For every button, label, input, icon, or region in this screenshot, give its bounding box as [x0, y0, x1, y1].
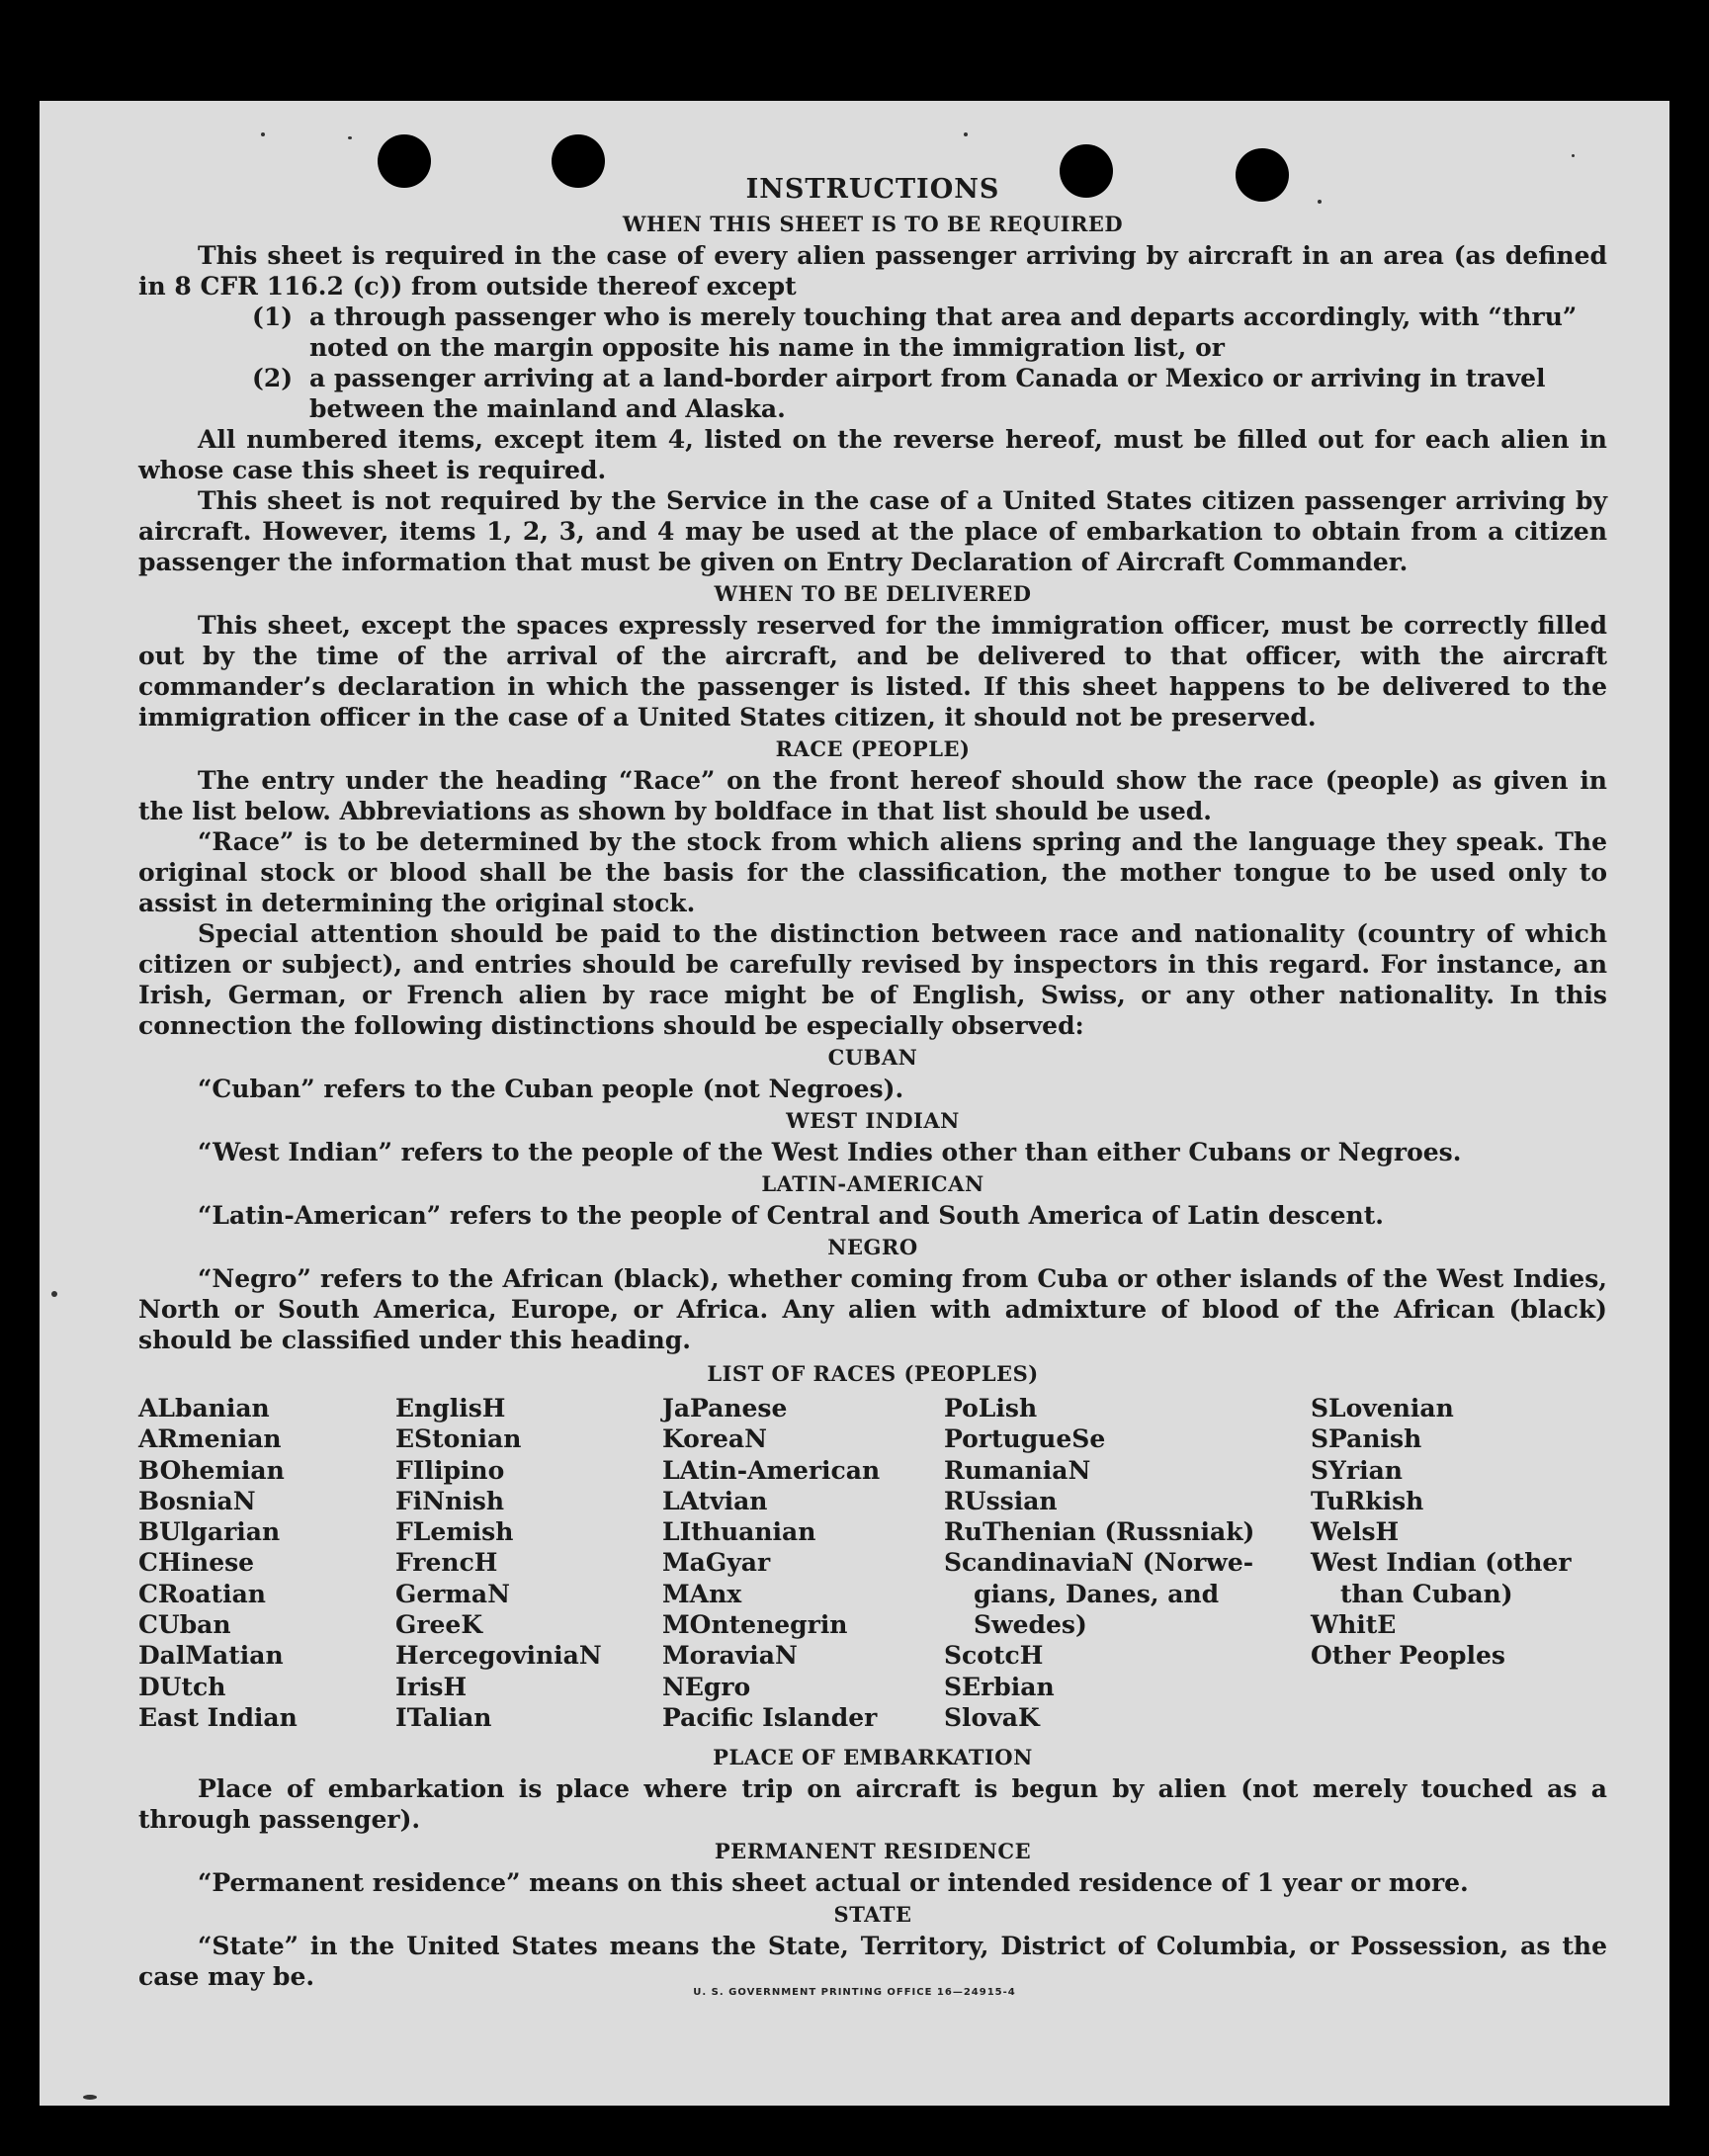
paragraph: Place of embarkation is place where trip on aircraft is begun by alien (not merely touched as a through passenger).	[138, 1774, 1607, 1834]
section-heading-embarkation: PLACE OF EMBARKATION	[713, 1745, 1033, 1769]
list-text: a passenger arriving at a land-border airport from Canada or Mexico or arriving in travel between the mainland and Alaska.	[309, 364, 1546, 423]
race-item: FrencH	[395, 1548, 498, 1578]
paragraph: Special attention should be paid to the distinction between race and nationality (country of which citizen or subject), and entries should be carefully revised by inspectors in this regard. For instance, an Irish, German, or French alien by race might be of English, Swiss, or any other nationality. In this connection the following distinctions should be especially observed:	[138, 919, 1607, 1040]
race-item: LIthuanian	[662, 1517, 816, 1547]
race-item: SLovenian	[1311, 1394, 1454, 1423]
race-item: GreeK	[395, 1610, 483, 1640]
race-item: ALbanian	[138, 1394, 270, 1423]
list-item	[252, 363, 1607, 424]
section-heading-when-required: WHEN THIS SHEET IS TO BE REQUIRED	[622, 212, 1124, 236]
paragraph: “Permanent residence” means on this sheet actual or intended residence of 1 year or more.	[198, 1868, 1469, 1897]
paragraph: “Latin-American” refers to the people of Central and South America of Latin descent.	[198, 1201, 1384, 1230]
section-heading-race: RACE (PEOPLE)	[775, 736, 971, 761]
race-column	[944, 1393, 1254, 1733]
race-column	[1311, 1393, 1572, 1672]
exception-list	[138, 302, 1607, 424]
section-heading-list-of-races: LIST OF RACES (PEOPLES)	[707, 1361, 1039, 1386]
race-item: FiNnish	[395, 1486, 505, 1515]
speck	[51, 1291, 57, 1297]
race-item: DUtch	[138, 1672, 226, 1701]
race-item: RumaniaN	[944, 1455, 1091, 1485]
race-item: TuRkish	[1311, 1486, 1424, 1515]
speck	[348, 136, 352, 139]
list-number: (1)	[252, 302, 294, 331]
speck	[261, 132, 265, 136]
race-item: Pacific Islander	[662, 1702, 878, 1732]
race-item: EnglisH	[395, 1394, 506, 1423]
race-item: LAtin-American	[662, 1455, 881, 1485]
race-item: MaGyar	[662, 1548, 771, 1578]
section-heading-negro: NEGRO	[827, 1235, 918, 1259]
section-heading-permanent-residence: PERMANENT RESIDENCE	[714, 1839, 1032, 1863]
race-item: MOntenegrin	[662, 1610, 848, 1640]
race-item: FLemish	[395, 1517, 514, 1547]
section-heading-when-delivered: WHEN TO BE DELIVERED	[714, 581, 1032, 606]
races-list	[138, 1393, 1607, 1741]
section-heading-west-indian: WEST INDIAN	[786, 1108, 960, 1133]
paragraph: “State” in the United States means the State, Territory, District of Columbia, or Possession, as the case may be.	[138, 1932, 1607, 1991]
speck	[1572, 154, 1575, 157]
paragraph: This sheet is required in the case of every alien passenger arriving by aircraft in an area (as defined in 8 CFR 116.2 (c)) from outside thereof except	[138, 241, 1607, 301]
page-title: INSTRUCTIONS	[745, 174, 1000, 205]
section-heading-latin-american: LATIN-AMERICAN	[761, 1171, 984, 1196]
speck	[83, 2095, 97, 2100]
race-item: than Cuban)	[1340, 1579, 1513, 1608]
document-sheet	[40, 101, 1669, 2106]
paragraph: The entry under the heading “Race” on the front hereof should show the race (people) as given in the list below. Abbreviations as shown by boldface in that list should be used.	[138, 766, 1607, 825]
printer-imprint: U. S. GOVERNMENT PRINTING OFFICE 16—24915-4	[693, 1987, 1016, 1998]
race-item: NEgro	[662, 1672, 751, 1701]
race-item: Swedes)	[974, 1610, 1087, 1640]
race-item: WelsH	[1311, 1517, 1400, 1547]
race-item: East Indian	[138, 1702, 298, 1732]
race-column	[662, 1393, 880, 1733]
race-item: DalMatian	[138, 1641, 284, 1671]
race-item: HercegoviniaN	[395, 1641, 602, 1671]
paragraph: “Race” is to be determined by the stock from which aliens spring and the language they speak. The original stock or blood shall be the basis for the classification, the mother tongue to be used only to assist in determining the original stock.	[138, 827, 1607, 917]
paragraph: All numbered items, except item 4, listed on the reverse hereof, must be filled out for each alien in whose case this sheet is required.	[138, 425, 1607, 484]
race-column	[138, 1393, 298, 1733]
race-item: Other Peoples	[1311, 1641, 1505, 1671]
race-item: FIlipino	[395, 1455, 505, 1485]
speck	[964, 132, 968, 136]
race-item: PortugueSe	[944, 1424, 1106, 1454]
race-item: SPanish	[1311, 1424, 1422, 1454]
race-item: WhitE	[1311, 1610, 1397, 1640]
race-item: RUssian	[944, 1486, 1058, 1515]
instructions-content	[138, 172, 1607, 1992]
race-item: LAtvian	[662, 1486, 768, 1515]
race-item: MoraviaN	[662, 1641, 798, 1671]
race-item: CHinese	[138, 1548, 255, 1578]
race-item: SErbian	[944, 1672, 1055, 1701]
paragraph: “West Indian” refers to the people of the West Indies other than either Cubans or Negroes.	[198, 1138, 1462, 1166]
race-item: BOhemian	[138, 1455, 285, 1485]
race-item: EStonian	[395, 1424, 522, 1454]
section-heading-cuban: CUBAN	[827, 1045, 918, 1070]
list-text: a through passenger who is merely touching that area and departs accordingly, with “thru” noted on the margin opposite his name in the immigration list, or	[309, 302, 1578, 362]
race-item: RuThenian (Russniak)	[944, 1517, 1255, 1547]
paragraph: This sheet is not required by the Service in the case of a United States citizen passenger arriving by aircraft. However, items 1, 2, 3, and 4 may be used at the place of embarkation to obtain from a citizen passenger the information that must be given on Entry Declaration of Aircraft Commander.	[138, 486, 1607, 576]
race-item: ITalian	[395, 1702, 492, 1732]
race-item: CRoatian	[138, 1579, 266, 1608]
section-heading-state: STATE	[833, 1902, 912, 1927]
race-item: BUlgarian	[138, 1517, 281, 1547]
race-item: IrisH	[395, 1672, 468, 1701]
race-item: JaPanese	[662, 1394, 788, 1423]
race-item: PoLish	[944, 1394, 1038, 1423]
list-item	[252, 302, 1607, 363]
race-item: gians, Danes, and	[974, 1579, 1220, 1608]
paragraph: “Cuban” refers to the Cuban people (not Negroes).	[198, 1075, 904, 1103]
race-item: BosniaN	[138, 1486, 256, 1515]
race-item: SlovaK	[944, 1702, 1040, 1732]
race-item: ARmenian	[138, 1424, 282, 1454]
race-item: MAnx	[662, 1579, 742, 1608]
race-item: ScandinaviaN (Norwe-	[944, 1548, 1254, 1578]
race-item: GermaN	[395, 1579, 510, 1608]
race-item: ScotcH	[944, 1641, 1044, 1671]
paragraph: This sheet, except the spaces expressly reserved for the immigration officer, must be correctly filled out by the time of the arrival of the aircraft, and be delivered to that officer, with the aircraft commander’s declaration in which the passenger is listed. If this sheet happens to be delivered to the immigration officer in the case of a United States citizen, it should not be preserved.	[138, 611, 1607, 732]
race-column	[395, 1393, 602, 1733]
race-item: SYrian	[1311, 1455, 1403, 1485]
race-item: West Indian (other	[1311, 1548, 1572, 1578]
list-number: (2)	[252, 364, 294, 392]
paragraph: “Negro” refers to the African (black), whether coming from Cuba or other islands of the West Indies, North or South America, Europe, or Africa. Any alien with admixture of blood of the African (black) should be classified under this heading.	[138, 1264, 1607, 1354]
race-item: KoreaN	[662, 1424, 767, 1454]
race-item: CUban	[138, 1610, 231, 1640]
